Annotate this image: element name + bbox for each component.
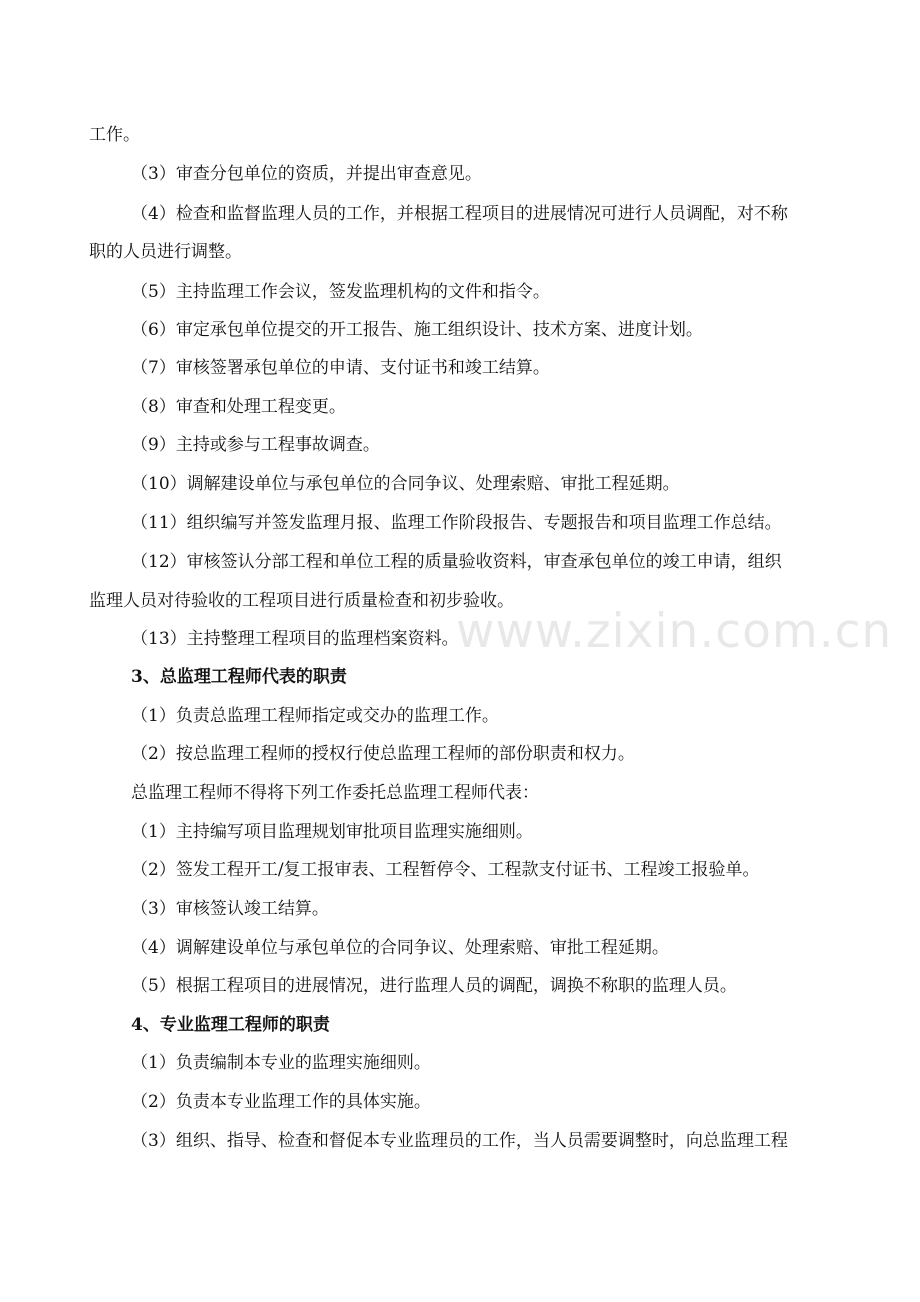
list-item: （2）按总监理工程师的授权行使总监理工程师的部份职责和权力。 [131,744,635,764]
list-item: （2）负责本专业监理工作的具体实施。 [131,1092,431,1112]
watermark: www.zixin.com.cn [456,604,893,659]
list-item: （3）审核签认竣工结算。 [131,899,329,919]
list-item: （9）主持或参与工程事故调查。 [131,435,380,455]
list-item: （3）审查分包单位的资质，并提出审查意见。 [131,164,482,184]
list-item: （8）审查和处理工程变更。 [131,397,346,417]
list-item: （5）根据工程项目的进展情况，进行监理人员的调配，调换不称职的监理人员。 [131,976,737,996]
text-line: 职的人员进行调整。 [89,242,242,262]
list-item: （4）调解建设单位与承包单位的合同争议、处理索赔、审批工程延期。 [131,938,669,958]
list-item: （7）审核签署承包单位的申请、支付证书和竣工结算。 [131,358,550,378]
text-line: 总监理工程师不得将下列工作委托总监理工程师代表： [131,783,539,803]
list-item: （6）审定承包单位提交的开工报告、施工组织设计、技术方案、进度计划。 [131,320,703,340]
section-heading: 4、专业监理工程师的职责 [131,1015,330,1035]
list-item: （13）主持整理工程项目的监理档案资料。 [131,629,459,649]
list-item: （11）组织编写并签发监理月报、监理工作阶段报告、专题报告和项目监理工作总结。 [131,513,782,533]
list-item: （10）调解建设单位与承包单位的合同争议、处理索赔、审批工程延期。 [131,474,680,494]
list-item: （1）主持编写项目监理规划审批项目监理实施细则。 [131,822,533,842]
list-item: （4）检查和监督监理人员的工作，并根据工程项目的进展情况可进行人员调配，对不称 [131,204,788,224]
list-item: （5）主持监理工作会议，签发监理机构的文件和指令。 [131,282,550,302]
list-item: （1）负责总监理工程师指定或交办的监理工作。 [131,706,499,726]
list-item: （2）签发工程开工/复工报审表、工程暂停令、工程款支付证书、工程竣工报验单。 [131,860,760,880]
list-item: （12）审核签认分部工程和单位工程的质量验收资料，审查承包单位的竣工申请，组织 [131,552,782,572]
list-item: （1）负责编制本专业的监理实施细则。 [131,1053,431,1073]
section-heading: 3、总监理工程师代表的职责 [131,667,347,687]
text-line: 工作。 [89,125,140,145]
list-item: （3）组织、指导、检查和督促本专业监理员的工作，当人员需要调整时，向总监理工程 [131,1131,788,1151]
text-line: 监理人员对待验收的工程项目进行质量检查和初步验收。 [89,591,514,611]
